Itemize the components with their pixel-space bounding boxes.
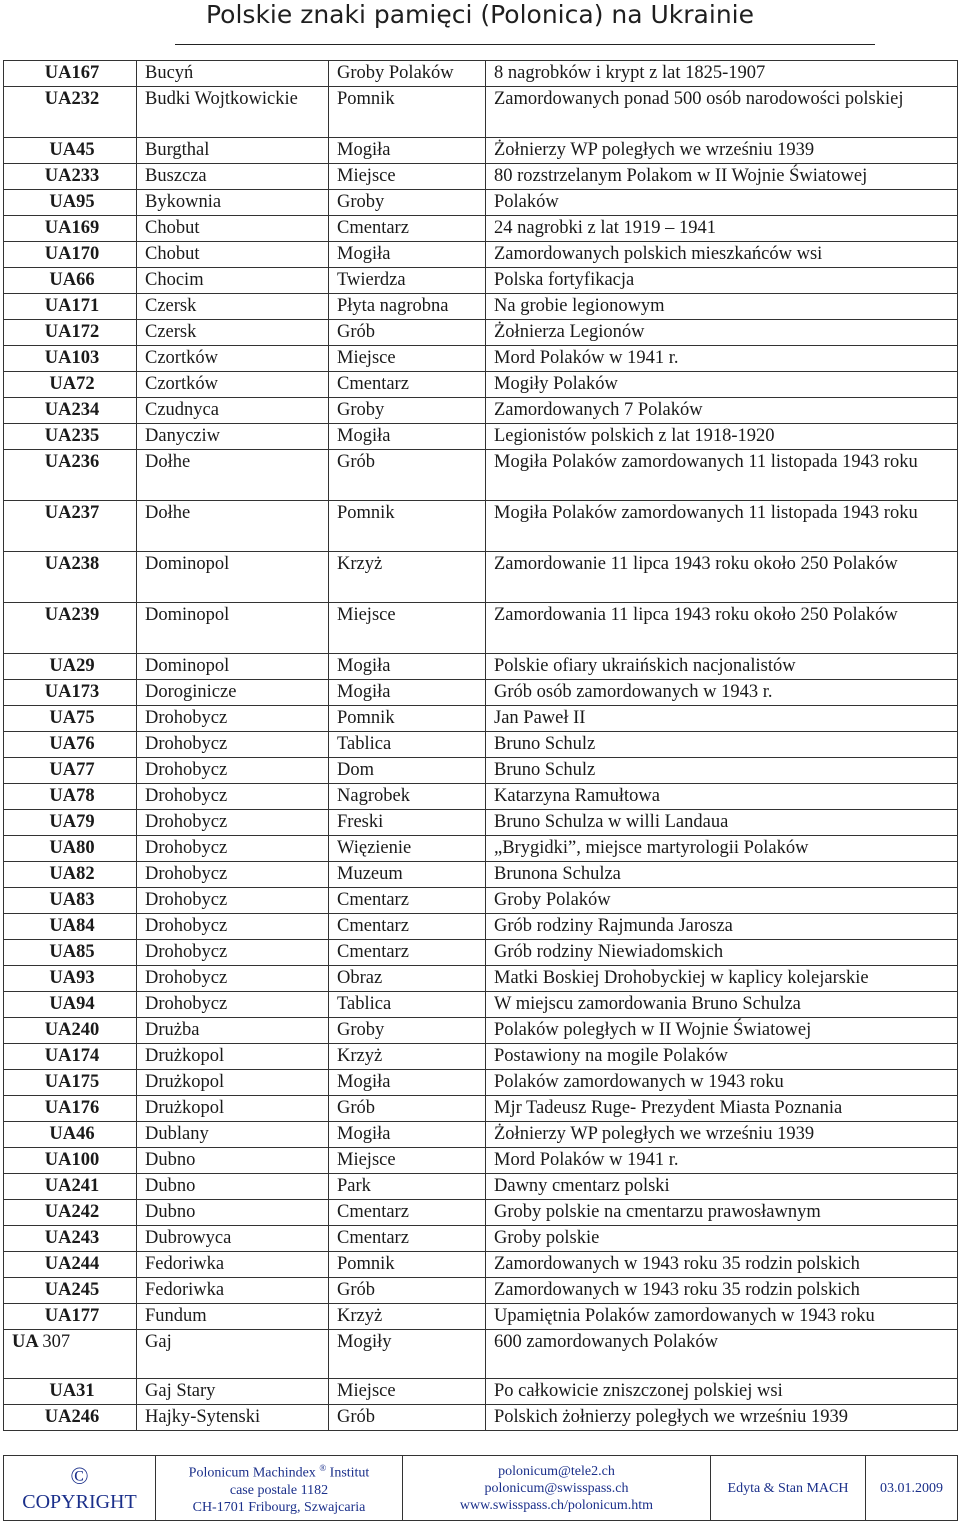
description-cell: Legionistów polskich z lat 1918-1920	[486, 424, 958, 450]
place-cell: Chocim	[137, 268, 329, 294]
type-cell: Cmentarz	[329, 940, 486, 966]
registered-mark: ®	[319, 1463, 327, 1474]
type-cell: Cmentarz	[329, 914, 486, 940]
place-cell: Dubrowyca	[137, 1226, 329, 1252]
table-row	[4, 966, 958, 992]
footer-table	[3, 1455, 958, 1521]
polonica-table-body	[4, 61, 958, 1431]
place-cell: Dominopol	[137, 552, 329, 603]
place-cell: Drużkopol	[137, 1096, 329, 1122]
code-cell: UA94	[4, 992, 137, 1018]
code-cell: UA45	[4, 138, 137, 164]
code-cell: UA235	[4, 424, 137, 450]
code-cell: UA236	[4, 450, 137, 501]
place-cell: Danyczіw	[137, 424, 329, 450]
type-cell: Tablica	[329, 992, 486, 1018]
description-cell: Zamordowania 11 lipca 1943 roku około 250 Polaków	[486, 603, 958, 654]
description-cell: Bruno Schulz	[486, 758, 958, 784]
header-underline	[175, 44, 875, 45]
description-cell: Żołnierza Legionów	[486, 320, 958, 346]
type-cell: Muzeum	[329, 862, 486, 888]
code-cell: UA241	[4, 1174, 137, 1200]
code-cell: UA75	[4, 706, 137, 732]
description-cell: Mord Polaków w 1941 r.	[486, 346, 958, 372]
place-cell: Fedoriwka	[137, 1252, 329, 1278]
description-cell: Postawiony na mogile Polaków	[486, 1044, 958, 1070]
type-cell: Freski	[329, 810, 486, 836]
place-cell: Gaj	[137, 1330, 329, 1379]
type-cell: Grób	[329, 1278, 486, 1304]
type-cell: Groby	[329, 190, 486, 216]
code-cell: UA167	[4, 61, 137, 87]
place-cell: Dubno	[137, 1200, 329, 1226]
table-row	[4, 706, 958, 732]
description-cell: Mjr Tadeusz Ruge- Prezydent Miasta Poznania	[486, 1096, 958, 1122]
description-cell: Bruno Schulz	[486, 732, 958, 758]
type-cell: Groby	[329, 398, 486, 424]
type-cell: Pomnik	[329, 501, 486, 552]
table-row	[4, 1174, 958, 1200]
place-cell: Drohobycz	[137, 836, 329, 862]
code-cell: UA239	[4, 603, 137, 654]
place-cell: Czersk	[137, 294, 329, 320]
table-row	[4, 992, 958, 1018]
place-cell: Dołhe	[137, 501, 329, 552]
type-cell: Grób	[329, 1405, 486, 1431]
description-cell: Mord Polaków w 1941 r.	[486, 1148, 958, 1174]
code-cell: UA169	[4, 216, 137, 242]
description-cell: Po całkowicie zniszczonej polskiej wsi	[486, 1379, 958, 1405]
type-cell: Twierdza	[329, 268, 486, 294]
date-cell: 03.01.2009	[866, 1456, 958, 1521]
place-cell: Drohobycz	[137, 966, 329, 992]
type-cell: Mogiła	[329, 242, 486, 268]
description-cell: Jan Paweł II	[486, 706, 958, 732]
code-cell: UA240	[4, 1018, 137, 1044]
type-cell: Groby	[329, 1018, 486, 1044]
type-cell: Mogiła	[329, 654, 486, 680]
table-row	[4, 501, 958, 552]
organization-cell	[156, 1456, 403, 1521]
contact-cell	[403, 1456, 711, 1521]
place-cell: Buszcza	[137, 164, 329, 190]
description-cell: Polaków	[486, 190, 958, 216]
place-cell: Czortków	[137, 372, 329, 398]
place-cell: Drohobycz	[137, 914, 329, 940]
place-cell: Bykownia	[137, 190, 329, 216]
code-cell: UA233	[4, 164, 137, 190]
type-cell: Miejsce	[329, 1379, 486, 1405]
table-row	[4, 242, 958, 268]
description-cell: Matki Boskiej Drohobyckiej w kaplicy kolejarskie	[486, 966, 958, 992]
description-cell: Żołnierzy WP poległych we wrześniu 1939	[486, 138, 958, 164]
page-header	[0, 0, 960, 52]
place-cell: Doroginicze	[137, 680, 329, 706]
table-row	[4, 372, 958, 398]
place-cell: Fundum	[137, 1304, 329, 1330]
code-cell: UA79	[4, 810, 137, 836]
description-cell: Grób rodziny Rajmunda Jarosza	[486, 914, 958, 940]
code-cell: UA100	[4, 1148, 137, 1174]
place-cell: Czortków	[137, 346, 329, 372]
table-row	[4, 810, 958, 836]
type-cell: Grób	[329, 450, 486, 501]
code-cell: UA82	[4, 862, 137, 888]
type-cell: Pomnik	[329, 1252, 486, 1278]
type-cell: Cmentarz	[329, 888, 486, 914]
table-row	[4, 294, 958, 320]
description-cell: 80 rozstrzelanym Polakom w II Wojnie Światowej	[486, 164, 958, 190]
description-cell: Żołnierzy WP poległych we wrześniu 1939	[486, 1122, 958, 1148]
place-cell: Fedoriwka	[137, 1278, 329, 1304]
copyright-symbol: ©	[70, 1464, 89, 1490]
type-cell: Miejsce	[329, 1148, 486, 1174]
table-row	[4, 268, 958, 294]
place-cell: Dołhe	[137, 450, 329, 501]
description-cell: Mogiły Polaków	[486, 372, 958, 398]
code-cell: UA246	[4, 1405, 137, 1431]
code-cell: UA29	[4, 654, 137, 680]
description-cell: 24 nagrobki z lat 1919 – 1941	[486, 216, 958, 242]
type-cell: Dom	[329, 758, 486, 784]
place-cell: Drohobycz	[137, 992, 329, 1018]
place-cell: Drohobycz	[137, 862, 329, 888]
code-cell: UA 307	[4, 1330, 137, 1379]
type-cell: Krzyż	[329, 552, 486, 603]
code-cell: UA103	[4, 346, 137, 372]
copyright-cell	[4, 1456, 156, 1521]
table-row	[4, 1018, 958, 1044]
code-cell: UA238	[4, 552, 137, 603]
place-cell: Drohobycz	[137, 732, 329, 758]
description-cell: „Brygidki”, miejsce martyrologii Polaków	[486, 836, 958, 862]
table-row	[4, 940, 958, 966]
type-cell: Cmentarz	[329, 1226, 486, 1252]
description-cell: Zamordowanych polskich mieszkańców wsi	[486, 242, 958, 268]
place-cell: Drohobycz	[137, 888, 329, 914]
type-cell: Miejsce	[329, 603, 486, 654]
table-row	[4, 654, 958, 680]
type-cell: Tablica	[329, 732, 486, 758]
polonica-table	[3, 60, 958, 1431]
type-cell: Cmentarz	[329, 216, 486, 242]
type-cell: Cmentarz	[329, 372, 486, 398]
description-cell: Grób osób zamordowanych w 1943 r.	[486, 680, 958, 706]
code-cell: UA84	[4, 914, 137, 940]
type-cell: Więzienie	[329, 836, 486, 862]
description-cell: Zamordowanych 7 Polaków	[486, 398, 958, 424]
code-cell: UA245	[4, 1278, 137, 1304]
description-cell: Zamordowanych ponad 500 osób narodowości polskiej	[486, 87, 958, 138]
place-cell: Drużkopol	[137, 1070, 329, 1096]
place-cell: Drohobycz	[137, 784, 329, 810]
description-cell: Upamiętnia Polaków zamordowanych w 1943 roku	[486, 1304, 958, 1330]
table-row	[4, 1330, 958, 1379]
code-cell: UA93	[4, 966, 137, 992]
description-cell: Grób rodziny Niewiadomskich	[486, 940, 958, 966]
table-row	[4, 424, 958, 450]
place-cell: Gaj Stary	[137, 1379, 329, 1405]
type-cell: Mogiły	[329, 1330, 486, 1379]
code-cell: UA46	[4, 1122, 137, 1148]
code-cell: UA80	[4, 836, 137, 862]
table-row	[4, 61, 958, 87]
code-cell: UA78	[4, 784, 137, 810]
type-cell: Miejsce	[329, 346, 486, 372]
table-row	[4, 862, 958, 888]
table-row	[4, 87, 958, 138]
table-row	[4, 784, 958, 810]
org-suffix: Institut	[329, 1465, 370, 1481]
place-cell: Drohobycz	[137, 940, 329, 966]
code-cell: UA173	[4, 680, 137, 706]
table-row	[4, 1226, 958, 1252]
place-cell: Hajky-Sytenski	[137, 1405, 329, 1431]
table-row	[4, 1070, 958, 1096]
code-cell: UA234	[4, 398, 137, 424]
table-row	[4, 1405, 958, 1431]
description-cell: Dawny cmentarz polski	[486, 1174, 958, 1200]
code-cell: UA77	[4, 758, 137, 784]
code-cell: UA85	[4, 940, 137, 966]
code-cell: UA76	[4, 732, 137, 758]
code-cell: UA66	[4, 268, 137, 294]
code-cell: UA72	[4, 372, 137, 398]
table-row	[4, 603, 958, 654]
description-cell: Groby Polaków	[486, 888, 958, 914]
type-cell: Obraz	[329, 966, 486, 992]
type-cell: Mogiła	[329, 1070, 486, 1096]
type-cell: Park	[329, 1174, 486, 1200]
description-cell: 8 nagrobków i krypt z lat 1825-1907	[486, 61, 958, 87]
table-row	[4, 552, 958, 603]
place-cell: Chobut	[137, 216, 329, 242]
code-cell: UA171	[4, 294, 137, 320]
code-cell: UA242	[4, 1200, 137, 1226]
code-cell: UA31	[4, 1379, 137, 1405]
table-row	[4, 888, 958, 914]
table-row	[4, 732, 958, 758]
type-cell: Grób	[329, 1096, 486, 1122]
table-row	[4, 164, 958, 190]
place-cell: Dominopol	[137, 654, 329, 680]
description-cell: Brunona Schulza	[486, 862, 958, 888]
table-row	[4, 914, 958, 940]
type-cell: Mogiła	[329, 424, 486, 450]
table-row	[4, 1278, 958, 1304]
type-cell: Pomnik	[329, 706, 486, 732]
place-cell: Chobut	[137, 242, 329, 268]
place-cell: Drohobycz	[137, 706, 329, 732]
table-row	[4, 138, 958, 164]
email-link-2[interactable]: polonicum@swisspass.ch	[484, 1480, 629, 1496]
code-cell: UA172	[4, 320, 137, 346]
description-cell: Mogiła Polaków zamordowanych 11 listopada 1943 roku	[486, 450, 958, 501]
description-cell: Mogiła Polaków zamordowanych 11 listopada 1943 roku	[486, 501, 958, 552]
description-cell: Katarzyna Ramułtowa	[486, 784, 958, 810]
type-cell: Mogiła	[329, 680, 486, 706]
table-row	[4, 1044, 958, 1070]
table-row	[4, 1148, 958, 1174]
place-cell: Burgthal	[137, 138, 329, 164]
code-cell: UA237	[4, 501, 137, 552]
table-row	[4, 216, 958, 242]
email-link-1[interactable]: polonicum@tele2.ch	[498, 1463, 615, 1479]
code-cell: UA176	[4, 1096, 137, 1122]
code-cell: UA177	[4, 1304, 137, 1330]
description-cell: Bruno Schulza w willi Landaua	[486, 810, 958, 836]
copyright-label: COPYRIGHT	[22, 1491, 137, 1513]
description-cell: Polaków poległych w II Wojnie Światowej	[486, 1018, 958, 1044]
description-cell: Na grobie legionowym	[486, 294, 958, 320]
type-cell: Miejsce	[329, 164, 486, 190]
table-row	[4, 680, 958, 706]
description-cell: Zamordowanych w 1943 roku 35 rodzin polskich	[486, 1278, 958, 1304]
table-row	[4, 320, 958, 346]
table-row	[4, 1200, 958, 1226]
page-title: Polskie znaki pamięci (Polonica) na Ukrainie	[206, 0, 754, 29]
table-row	[4, 398, 958, 424]
place-cell: Dominopol	[137, 603, 329, 654]
type-cell: Płyta nagrobna	[329, 294, 486, 320]
place-cell: Czudnyca	[137, 398, 329, 424]
description-cell: Polska fortyfikacja	[486, 268, 958, 294]
type-cell: Nagrobek	[329, 784, 486, 810]
table-row	[4, 1304, 958, 1330]
place-cell: Drużkopol	[137, 1044, 329, 1070]
table-row	[4, 1122, 958, 1148]
table-row	[4, 1379, 958, 1405]
description-cell: Groby polskie	[486, 1226, 958, 1252]
description-cell: Polskich żołnierzy poległych we wrześniu 1939	[486, 1405, 958, 1431]
type-cell: Mogiła	[329, 1122, 486, 1148]
description-cell: Zamordowanie 11 lipca 1943 roku około 250 Polaków	[486, 552, 958, 603]
address-line-1: case postale 1182	[229, 1482, 329, 1498]
description-cell: Groby polskie na cmentarzu prawosławnym	[486, 1200, 958, 1226]
type-cell: Groby Polaków	[329, 61, 486, 87]
code-cell: UA95	[4, 190, 137, 216]
type-cell: Pomnik	[329, 87, 486, 138]
place-cell: Drohobycz	[137, 758, 329, 784]
table-row	[4, 1252, 958, 1278]
code-cell: UA175	[4, 1070, 137, 1096]
description-cell: Polaków zamordowanych w 1943 roku	[486, 1070, 958, 1096]
authors-cell: Edyta & Stan MACH	[711, 1456, 866, 1521]
type-cell: Krzyż	[329, 1044, 486, 1070]
description-cell: W miejscu zamordowania Bruno Schulza	[486, 992, 958, 1018]
place-cell: Budki Wojtkowickie	[137, 87, 329, 138]
code-cell: UA170	[4, 242, 137, 268]
type-cell: Mogiła	[329, 138, 486, 164]
description-cell: Zamordowanych w 1943 roku 35 rodzin polskich	[486, 1252, 958, 1278]
website-link[interactable]: www.swisspass.ch/polonicum.htm	[459, 1497, 654, 1513]
place-cell: Dublany	[137, 1122, 329, 1148]
code-cell: UA232	[4, 87, 137, 138]
type-cell: Krzyż	[329, 1304, 486, 1330]
table-row	[4, 346, 958, 372]
place-cell: Dubno	[137, 1174, 329, 1200]
code-cell: UA174	[4, 1044, 137, 1070]
place-cell: Drużba	[137, 1018, 329, 1044]
table-row	[4, 836, 958, 862]
place-cell: Bucyń	[137, 61, 329, 87]
type-cell: Cmentarz	[329, 1200, 486, 1226]
place-cell: Dubno	[137, 1148, 329, 1174]
place-cell: Drohobycz	[137, 810, 329, 836]
code-cell: UA243	[4, 1226, 137, 1252]
table-row	[4, 1096, 958, 1122]
place-cell: Czersk	[137, 320, 329, 346]
table-row	[4, 190, 958, 216]
description-cell: 600 zamordowanych Polaków	[486, 1330, 958, 1379]
code-cell: UA244	[4, 1252, 137, 1278]
table-row	[4, 758, 958, 784]
address-line-2: CH-1701 Fribourg, Szwajcaria	[192, 1499, 366, 1515]
org-name: Polonicum Machindex	[188, 1465, 316, 1481]
table-row	[4, 450, 958, 501]
code-cell: UA83	[4, 888, 137, 914]
description-cell: Polskie ofiary ukraińskich nacjonalistów	[486, 654, 958, 680]
type-cell: Grób	[329, 320, 486, 346]
